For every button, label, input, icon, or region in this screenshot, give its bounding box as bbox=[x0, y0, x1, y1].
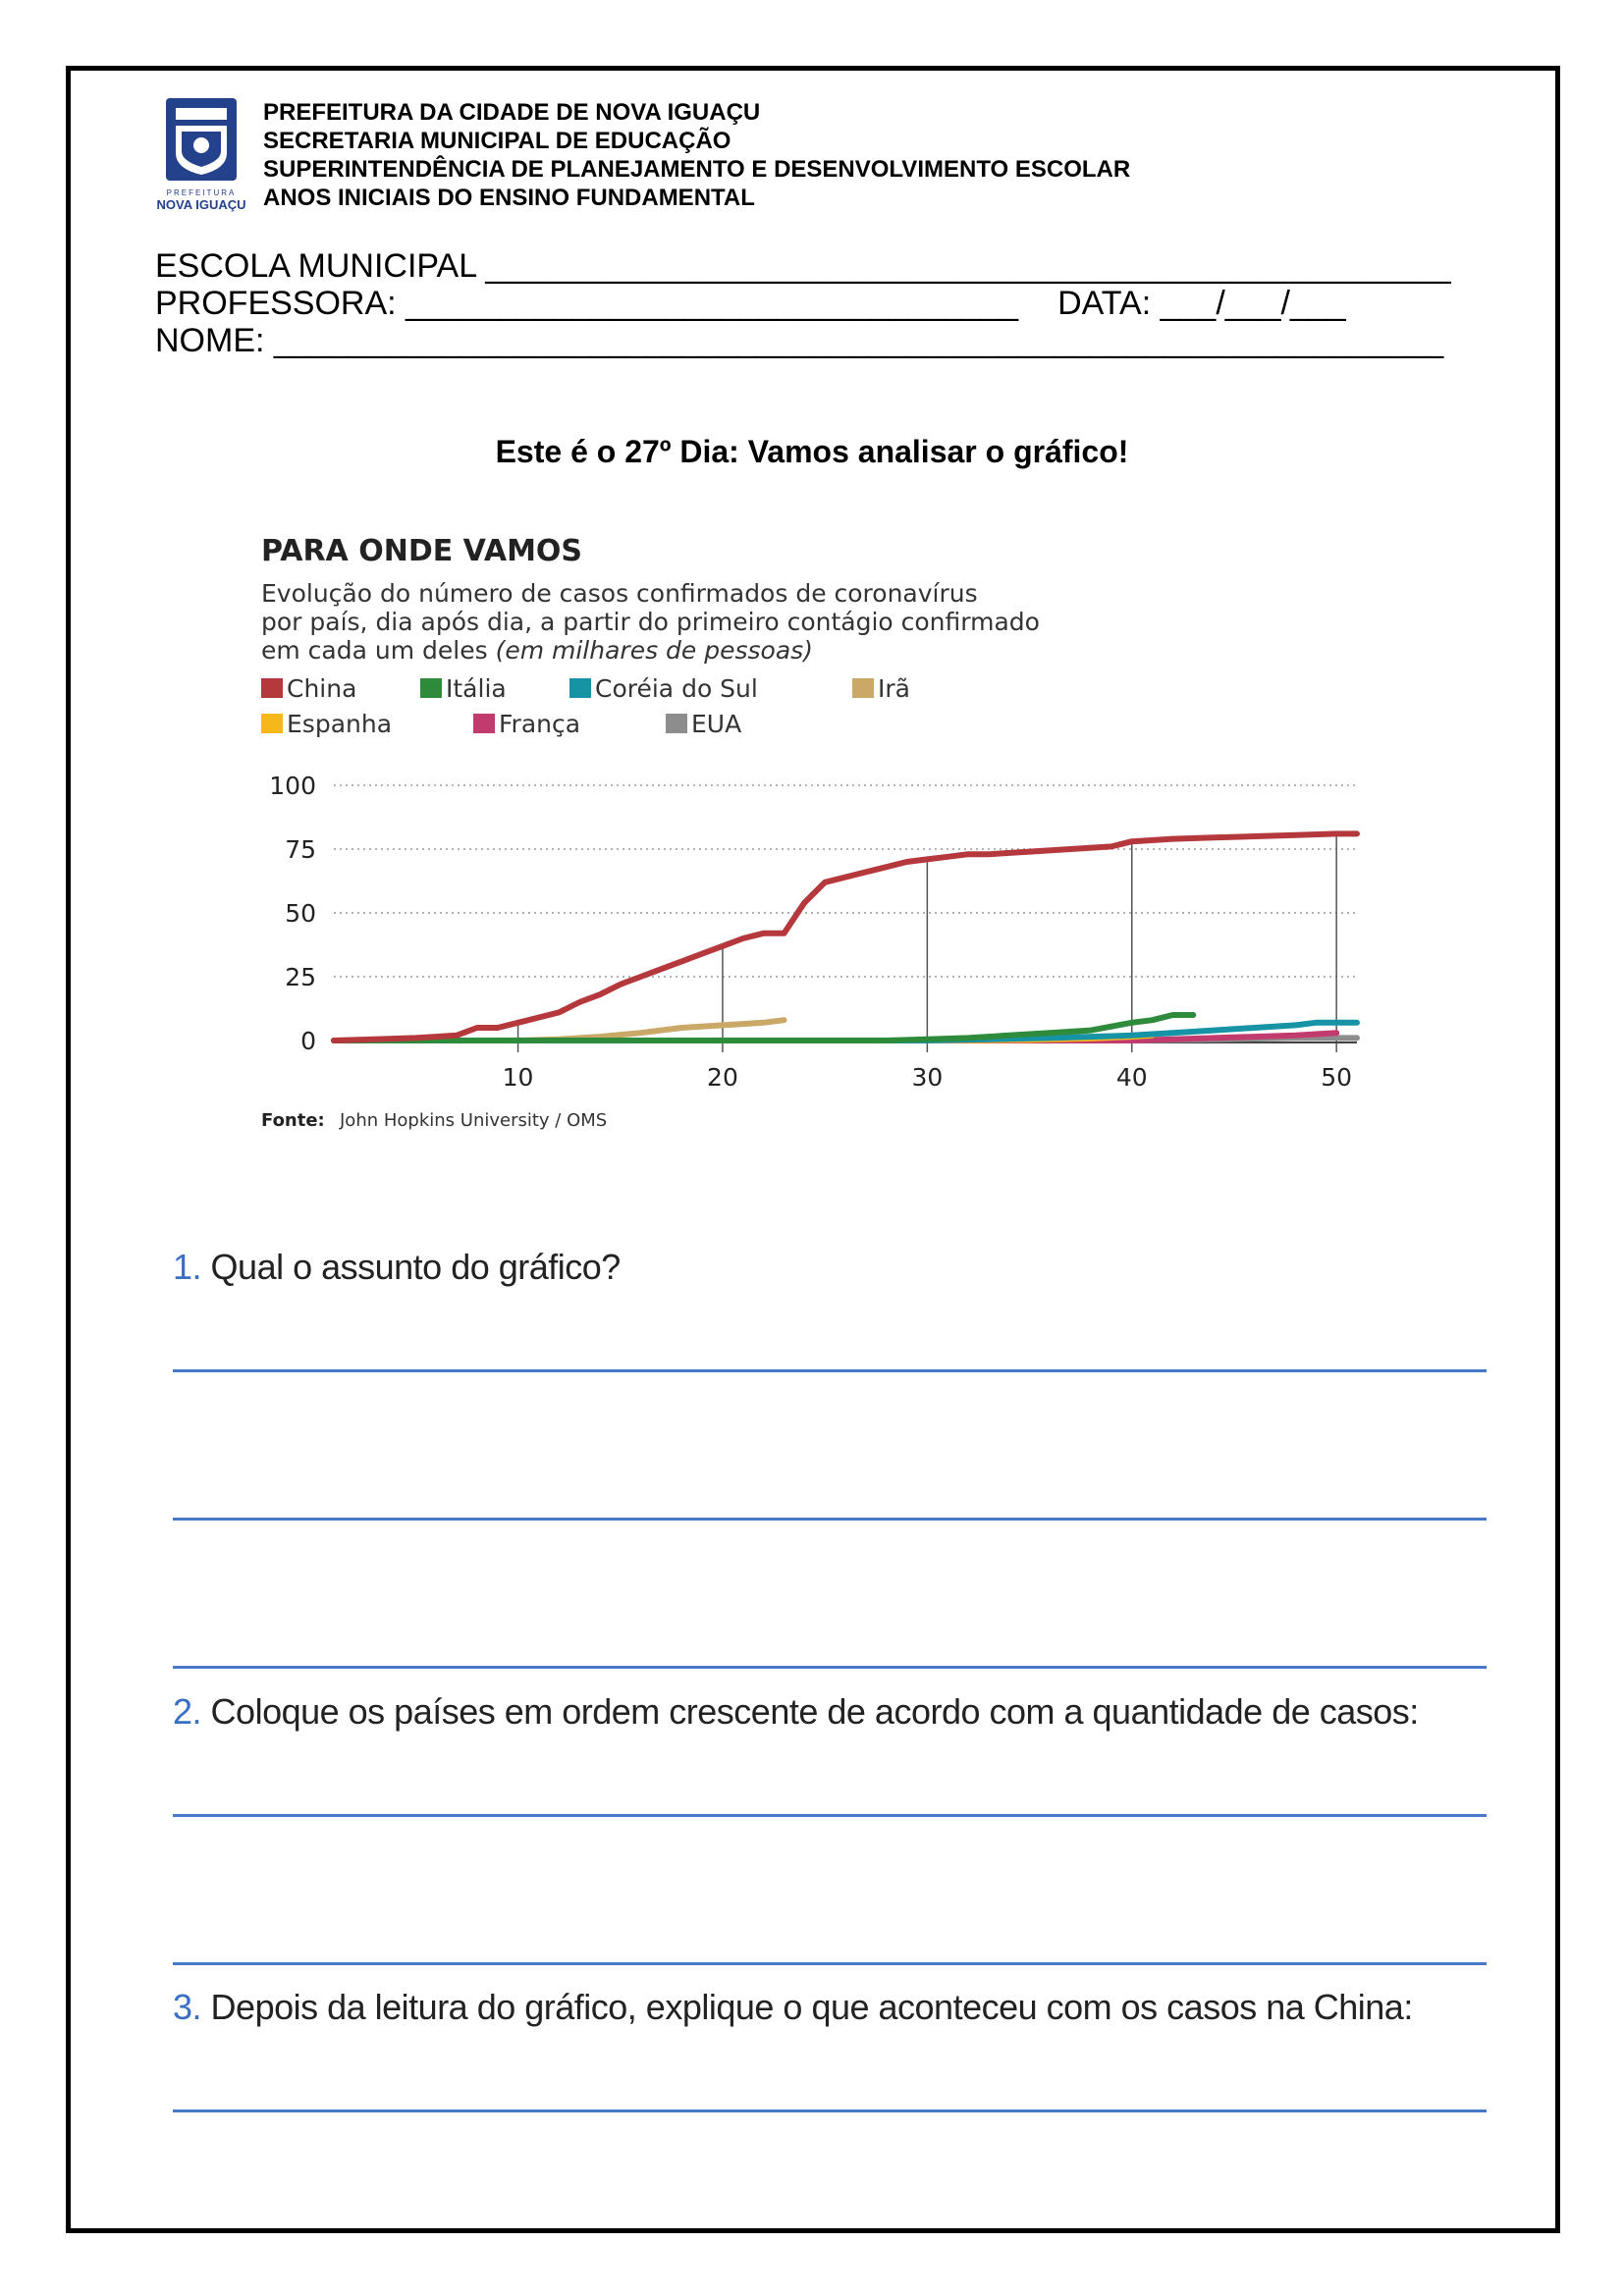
question-2-text: Coloque os países em ordem crescente de acordo com a quantidade de casos: bbox=[210, 1691, 1419, 1732]
answer-line-6[interactable] bbox=[173, 2109, 1487, 2112]
legend-label-espanha: Espanha bbox=[287, 710, 393, 738]
y-tick-label-0: 0 bbox=[300, 1027, 316, 1055]
x-tick-label-40: 40 bbox=[1115, 1063, 1148, 1092]
y-tick-label-75: 75 bbox=[285, 835, 316, 864]
chart-subtitle-italic: (em milhares de pessoas) bbox=[495, 636, 813, 665]
x-tick-label-50: 50 bbox=[1321, 1063, 1353, 1092]
question-1-number: 1. bbox=[173, 1247, 202, 1287]
date-field[interactable]: DATA: ___/___/___ bbox=[1057, 285, 1346, 322]
legend-swatch-coreia-do-sul bbox=[569, 678, 591, 698]
x-tick-label-20: 20 bbox=[707, 1063, 738, 1092]
y-tick-label-25: 25 bbox=[285, 963, 316, 991]
teacher-field[interactable]: PROFESSORA: _________________________________ bbox=[155, 285, 1019, 322]
legend-swatch-italia bbox=[420, 678, 442, 698]
question-1-text: Qual o assunto do gráfico? bbox=[210, 1247, 621, 1287]
legend-swatch-ira bbox=[852, 678, 874, 698]
chart-legend bbox=[261, 674, 910, 738]
chart-subtitle-line-1: Evolução do número de casos confirmados de coronavírus bbox=[261, 579, 978, 608]
answer-line-3[interactable] bbox=[173, 1666, 1487, 1669]
x-tick-label-30: 30 bbox=[911, 1063, 944, 1092]
question-2 bbox=[173, 1691, 1419, 1733]
series-line-china bbox=[334, 833, 1357, 1041]
y-tick-label-50: 50 bbox=[285, 899, 316, 928]
covid-chart bbox=[255, 525, 1375, 1134]
legend-label-china: China bbox=[287, 674, 357, 703]
y-tick-label-100: 100 bbox=[269, 772, 316, 800]
chart-subtitle-line-2: por país, dia após dia, a partir do primeiro contágio confirmado bbox=[261, 608, 1040, 636]
chart-title: PARA ONDE VAMOS bbox=[261, 534, 583, 568]
chart-source-label: Fonte: bbox=[261, 1110, 325, 1131]
legend-label-eua: EUA bbox=[691, 710, 742, 738]
header-line-2: SECRETARIA MUNICIPAL DE EDUCAÇÃO bbox=[263, 128, 731, 154]
teacher-date-row bbox=[155, 285, 1451, 322]
chart-plot-area bbox=[269, 772, 1357, 1092]
question-2-number: 2. bbox=[173, 1691, 202, 1732]
chart-source-text: John Hopkins University / OMS bbox=[340, 1110, 608, 1131]
legend-label-italia: Itália bbox=[446, 674, 507, 703]
question-3-number: 3. bbox=[173, 1987, 202, 2027]
question-3-text: Depois da leitura do gráfico, explique o que aconteceu com os casos na China: bbox=[210, 1987, 1413, 2027]
form-fields bbox=[155, 247, 1451, 359]
legend-label-coreia-do-sul: Coréia do Sul bbox=[595, 674, 758, 703]
header-line-3: SUPERINTENDÊNCIA DE PLANEJAMENTO E DESENVOLVIMENTO ESCOLAR bbox=[263, 156, 1131, 183]
school-field[interactable]: ESCOLA MUNICIPAL ____________________________________________________ bbox=[155, 247, 1451, 285]
header-text bbox=[263, 98, 1130, 212]
page-border bbox=[66, 66, 1560, 2233]
x-tick-label-10: 10 bbox=[502, 1063, 534, 1092]
legend-swatch-espanha bbox=[261, 714, 283, 733]
answer-line-4[interactable] bbox=[173, 1814, 1487, 1817]
legend-swatch-franca bbox=[473, 714, 495, 733]
logo-caption-bottom: NOVA IGUAÇU bbox=[156, 197, 246, 212]
page-title: Este é o 27º Dia: Vamos analisar o gráfico! bbox=[495, 434, 1129, 469]
question-1 bbox=[173, 1247, 621, 1288]
legend-swatch-china bbox=[261, 678, 283, 698]
logo-caption-top: PREFEITURA bbox=[166, 188, 237, 197]
header-line-1: PREFEITURA DA CIDADE DE NOVA IGUAÇU bbox=[263, 99, 761, 126]
legend-label-franca: França bbox=[499, 710, 581, 738]
answer-line-5[interactable] bbox=[173, 1962, 1487, 1965]
legend-label-ira: Irã bbox=[878, 674, 910, 703]
header-line-4: ANOS INICIAIS DO ENSINO FUNDAMENTAL bbox=[263, 185, 755, 211]
coat-of-arms-icon bbox=[154, 96, 252, 214]
answer-line-2[interactable] bbox=[173, 1518, 1487, 1521]
question-3 bbox=[173, 1987, 1413, 2028]
name-field[interactable]: NOME: _______________________________________________________________ bbox=[155, 322, 1444, 359]
chart-subtitle-line-3 bbox=[261, 636, 813, 665]
legend-swatch-eua bbox=[666, 714, 687, 733]
chart-subtitle-plain: em cada um deles bbox=[261, 636, 496, 665]
answer-line-1[interactable] bbox=[173, 1369, 1487, 1372]
